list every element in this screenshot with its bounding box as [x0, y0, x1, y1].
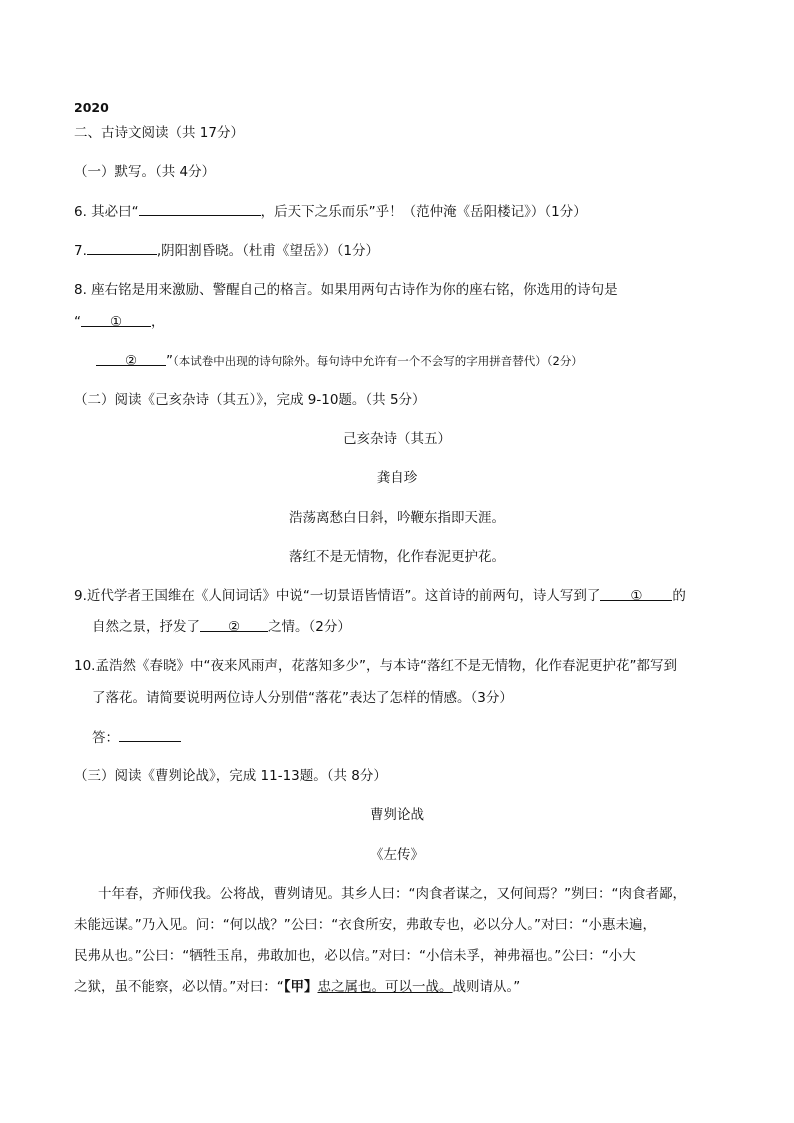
q9-blank-1[interactable] — [600, 586, 672, 604]
para-line-4-start: 之狱，虽不能察，必以情。”对曰：“ — [74, 979, 284, 995]
question-9-line1 — [74, 586, 686, 606]
para-line-2: 未能远谋。”乃入见。问：“何以战？”公曰：“衣食所安，弗敢专也，必以分人。”对曰：“小惠未遍， — [74, 917, 656, 933]
para-line-3: 民弗从也。”公曰：“牺牲玉帛，弗敢加也，必以信。”对曰：“小信未孚，神弗福也。”公曰：“小大 — [74, 948, 636, 964]
q9-mark-1: ① — [630, 588, 643, 604]
question-9-line2 — [92, 617, 351, 637]
question-10-line2: 了落花。请简要说明两位诗人分别借“落花”表达了怎样的情感。（3分） — [92, 690, 513, 706]
year-label: 2020 — [74, 100, 109, 115]
text-title: 曹刿论战 — [370, 807, 424, 823]
question-8-line2 — [74, 312, 165, 332]
q9-line1-before: 9.近代学者王国维在《人间词话》中说“一切景语皆情语”。这首诗的前两句，诗人写到了 — [74, 588, 601, 604]
part2-title: （二）阅读《己亥杂诗（其五）》，完成 9-10题。（共 5分） — [74, 392, 426, 408]
q9-line1-after: 的 — [672, 588, 686, 604]
question-8-line1: 8. 座右铭是用来激励、警醒自己的格言。如果用两句古诗作为你的座右铭，你选用的诗句是 — [74, 282, 618, 298]
q8-mark-2: ② — [124, 353, 138, 369]
q9-line2-after: 之情。（2分） — [268, 619, 351, 635]
q8-blank-2[interactable] — [96, 351, 166, 369]
question-8-line3 — [96, 351, 583, 371]
q9-blank-2[interactable] — [200, 617, 268, 635]
para-line-4-end: 战则请从。” — [452, 979, 521, 995]
q7-before: 7. — [74, 243, 87, 259]
part1-title: （一）默写。（共 4分） — [74, 164, 216, 180]
poem-line-1: 浩荡离愁白日斜，吟鞭东指即天涯。 — [289, 510, 505, 526]
q9-mark-2: ② — [227, 619, 241, 635]
question-10-line1: 10.孟浩然《春晓》中“夜来风雨声，花落知多少”，与本诗“落红不是无情物，化作春泥更护花”都写到 — [74, 658, 677, 674]
question-10-answer — [92, 727, 181, 748]
q10-answer-blank[interactable] — [119, 727, 181, 742]
para-line-4 — [74, 977, 520, 997]
q8-mark-1: ① — [109, 314, 123, 330]
underlined-text: 忠之属也。可以一战。 — [317, 979, 453, 995]
answer-label: 答： — [92, 730, 119, 746]
question-7 — [74, 240, 379, 261]
q8-quote-close: ” — [166, 353, 173, 369]
poem-author: 龚自珍 — [376, 470, 418, 486]
q8-blank-1[interactable] — [81, 312, 151, 330]
q9-line2-before: 自然之景，抒发了 — [92, 619, 200, 635]
q7-blank[interactable] — [87, 240, 157, 255]
q8-quote-open: “ — [74, 314, 81, 330]
q8-note: （本试卷中出现的诗句除外。每句诗中允许有一个不会写的字用拼音替代）（2分） — [173, 354, 583, 368]
q6-blank[interactable] — [139, 201, 261, 216]
para-line-1: 十年春，齐师伐我。公将战，曹刿请见。其乡人曰：“肉食者谋之，又何间焉？”刿曰：“肉食者鄙， — [98, 886, 686, 902]
poem-line-2: 落红不是无情物，化作春泥更护花。 — [289, 549, 505, 565]
text-source: 《左传》 — [370, 847, 424, 863]
poem-title: 己亥杂诗（其五） — [343, 431, 451, 447]
q6-after: ，后天下之乐而乐”乎！（范仲淹《岳阳楼记》）（1分） — [260, 204, 587, 220]
question-6 — [74, 201, 587, 222]
part3-title: （三）阅读《曹刿论战》，完成 11-13题。（共 8分） — [74, 768, 387, 784]
q7-after: ,阴阳割昏晓。（杜甫《望岳》）（1分） — [156, 243, 380, 259]
q6-before: 6. 其必曰“ — [74, 204, 139, 220]
section-title: 二、古诗文阅读（共 17分） — [74, 125, 244, 141]
q8-comma: ， — [151, 314, 165, 330]
marker-jia: 【甲】 — [283, 979, 318, 995]
